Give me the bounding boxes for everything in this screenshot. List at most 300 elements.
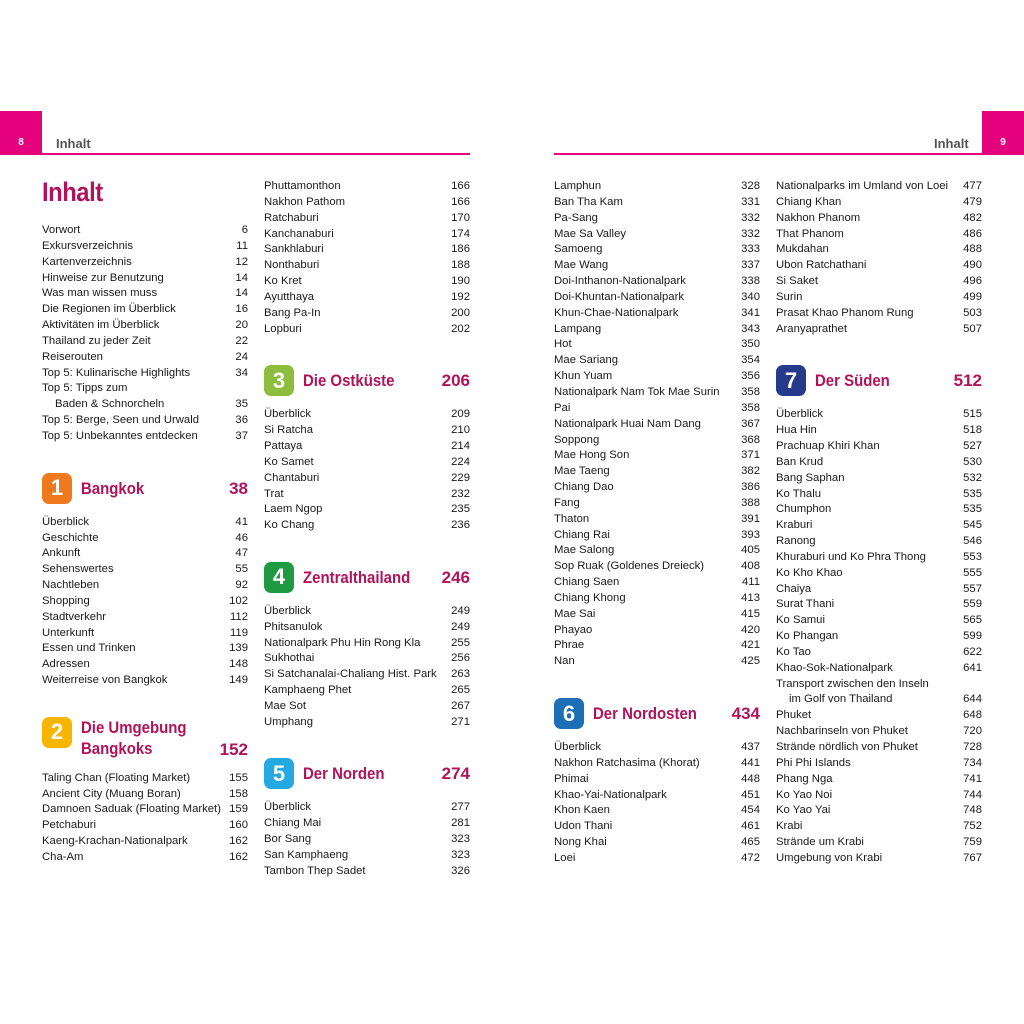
toc-entry <box>264 667 470 683</box>
toc-entry-title: Überblick <box>776 408 824 421</box>
toc-entry-page: 644 <box>963 693 982 706</box>
toc-entry <box>42 626 248 642</box>
toc-entry-title: Essen und Trinken <box>42 642 136 655</box>
toc-entry <box>42 834 248 850</box>
toc-entry-title: Top 5: Berge, Seen und Urwald <box>42 414 199 427</box>
toc-entry-title: Phimai <box>554 772 589 785</box>
toc-entry-page: 499 <box>963 290 982 303</box>
toc-entry-page: 341 <box>741 306 760 319</box>
toc-entry <box>776 179 982 195</box>
toc-entry-title: Kaeng-Krachan-Nationalpark <box>42 835 188 848</box>
toc-entry <box>776 582 982 598</box>
toc-entry-page: 527 <box>963 439 982 452</box>
toc-entry-page: 437 <box>741 741 760 753</box>
toc-entry <box>42 771 248 787</box>
toc-entry-title: Mae Wang <box>554 259 609 272</box>
toc-entry-page: 546 <box>963 535 982 548</box>
toc-entry <box>554 480 760 496</box>
toc-entry-title: Cha-Am <box>42 851 84 863</box>
toc-entry-page: 170 <box>451 211 470 224</box>
toc-entry-title: Ratchaburi <box>264 211 319 224</box>
toc-entry <box>776 423 982 439</box>
left-header-rule <box>0 153 470 155</box>
chapter-5-title: Der Norden <box>303 764 385 784</box>
toc-entry-title: Sop Ruak (Goldenes Dreieck) <box>554 560 705 573</box>
toc-entry-page: 35 <box>235 398 248 411</box>
right-page-number: 9 <box>1000 137 1006 148</box>
toc-entry <box>264 800 470 816</box>
toc-entry-page: 119 <box>229 626 248 639</box>
toc-entry <box>42 531 248 547</box>
toc-entry-page: 767 <box>963 851 982 864</box>
toc-column-1 <box>42 179 248 866</box>
toc-entry-title: Nachbarinseln von Phuket <box>776 725 908 738</box>
toc-entry-title: Nationalpark Nam Tok Mae Surin <box>554 385 720 398</box>
toc-entry-title: Überblick <box>264 408 312 421</box>
chapter-6-page: 434 <box>731 704 760 723</box>
toc-entry <box>264 423 470 439</box>
toc-entry <box>776 756 982 772</box>
toc-entry <box>554 803 760 819</box>
toc-entry <box>776 407 982 423</box>
toc-entry-title: Phayao <box>554 623 593 636</box>
toc-entry-title: Top 5: Kulinarische Highlights <box>42 366 191 379</box>
toc-entry-page: 102 <box>229 594 248 607</box>
toc-entry-title: Geschichte <box>42 531 99 544</box>
toc-entry-page: 553 <box>963 550 982 563</box>
toc-entry-title: Weiterreise von Bangkok <box>42 674 168 687</box>
toc-entry <box>776 851 982 867</box>
toc-entry-page: 507 <box>963 322 982 335</box>
toc-entry-page: 734 <box>963 756 982 769</box>
chapter-3-heading <box>264 365 470 396</box>
toc-entry-title: Umgebung von Krabi <box>776 851 883 864</box>
toc-entry-page: 490 <box>963 259 982 272</box>
toc-entry <box>554 819 760 835</box>
toc-entry-page: 371 <box>741 449 760 462</box>
toc-entry <box>42 802 248 818</box>
toc-entry-title: Lampang <box>554 322 602 335</box>
toc-entry <box>42 350 248 366</box>
toc-entry <box>554 756 760 772</box>
toc-entry <box>554 385 760 401</box>
toc-entry <box>776 322 982 338</box>
toc-entry <box>264 502 470 518</box>
toc-entry-page: 358 <box>741 401 760 414</box>
toc-entry-page: 530 <box>963 455 982 468</box>
toc-entry-page: 210 <box>451 424 470 437</box>
toc-entry-title: Khao-Sok-Nationalpark <box>776 661 893 674</box>
toc-entry-title: Kartenverzeichnis <box>42 255 132 268</box>
toc-entry <box>264 322 470 338</box>
chapter-3-title: Die Ostküste <box>303 371 395 391</box>
toc-entry-title: Mae Hong Son <box>554 449 630 462</box>
toc-entry-title: Thaton <box>554 512 590 525</box>
toc-entry-page: 448 <box>741 772 760 785</box>
toc-entry-page: 648 <box>963 709 982 722</box>
toc-entry-page: 518 <box>963 424 982 437</box>
toc-entry-page: 728 <box>963 741 982 753</box>
left-page-number-tab <box>0 111 42 154</box>
chapter-3-entries <box>264 407 470 534</box>
toc-entry-page: 386 <box>741 481 760 494</box>
toc-entry-page: 166 <box>451 180 470 192</box>
toc-entry-page: 503 <box>963 306 982 319</box>
toc-entry <box>264 832 470 848</box>
toc-entry-title: Adressen <box>42 658 90 671</box>
toc-entry-title: im Golf von Thailand <box>789 693 893 706</box>
toc-entry-page: 162 <box>229 851 248 863</box>
toc-entry <box>554 528 760 544</box>
toc-entry-page: 411 <box>741 576 760 589</box>
chapter-2-entries <box>42 771 248 866</box>
toc-entry-page: 356 <box>741 370 760 383</box>
toc-entry <box>264 471 470 487</box>
toc-entry <box>554 290 760 306</box>
toc-entry <box>554 464 760 480</box>
toc-entry-title: Loei <box>554 851 576 864</box>
chapter-6-entries <box>554 740 760 867</box>
toc-entry <box>554 322 760 338</box>
toc-entry <box>554 337 760 353</box>
toc-entry-title: Doi-Khuntan-Nationalpark <box>554 290 684 303</box>
toc-entry-page: 415 <box>741 607 760 620</box>
toc-entry-title: Hua Hin <box>776 424 817 437</box>
toc-entry-title: Ayutthaya <box>264 290 315 303</box>
toc-entry-title: Khun-Chae-Nationalpark <box>554 306 679 319</box>
toc-entry-title: Phrae <box>554 639 585 652</box>
toc-entry <box>264 699 470 715</box>
toc-entry-page: 496 <box>963 275 982 288</box>
toc-entry-page: 148 <box>229 658 248 671</box>
toc-entry-page: 37 <box>235 429 248 442</box>
toc-entry <box>776 242 982 258</box>
toc-entry-page: 482 <box>963 211 982 224</box>
toc-entry-title: Ko Chang <box>264 519 315 532</box>
toc-entry-title: Ko Phangan <box>776 630 839 643</box>
toc-entry-page: 112 <box>229 610 248 623</box>
toc-entry-title: Krabi <box>776 820 803 833</box>
toc-entry <box>776 258 982 274</box>
toc-entry <box>554 417 760 433</box>
toc-entry-title: Ban Tha Kam <box>554 195 623 208</box>
toc-entry-title: Khuraburi und Ko Phra Thong <box>776 550 926 563</box>
toc-entry-title: Ko Tao <box>776 645 811 658</box>
toc-entry-title: Phang Nga <box>776 772 833 785</box>
toc-entry-page: 36 <box>235 414 248 427</box>
toc-entry-page: 14 <box>235 271 248 284</box>
toc-entry-title: Nakhon Ratchasima (Khorat) <box>554 756 700 769</box>
toc-entry-title: Chumphon <box>776 503 832 516</box>
toc-entry-page: 192 <box>451 290 470 303</box>
toc-entry-page: 338 <box>741 275 760 288</box>
toc-entry <box>554 623 760 639</box>
toc-entry-page: 388 <box>741 496 760 509</box>
toc-entry <box>554 401 760 417</box>
toc-entry-page: 55 <box>235 563 248 576</box>
toc-entry-page: 188 <box>451 259 470 272</box>
toc-entry-title: Soppong <box>554 433 600 446</box>
toc-entry <box>554 654 760 670</box>
toc-entry-page: 249 <box>451 604 470 617</box>
toc-entry <box>554 496 760 512</box>
toc-entry <box>776 724 982 740</box>
toc-entry-page: 748 <box>963 804 982 817</box>
chapter-6-entries <box>776 179 982 337</box>
toc-entry-page: 326 <box>451 864 470 877</box>
toc-entry-title: Pa-Sang <box>554 211 598 224</box>
toc-entry-title: Khao-Yai-Nationalpark <box>554 788 667 801</box>
toc-entry-page: 599 <box>963 630 982 643</box>
toc-entry-title: Ban Krud <box>776 455 824 468</box>
toc-entry <box>264 620 470 636</box>
toc-entry-title: Aktivitäten im Überblick <box>42 319 160 332</box>
chapter-2-badge: 2 <box>42 717 72 748</box>
toc-entry <box>554 607 760 623</box>
toc-entry <box>776 835 982 851</box>
toc-column-2 <box>264 179 470 880</box>
toc-entry-title: Pattaya <box>264 439 303 452</box>
toc-entry-title: Pai <box>554 401 571 414</box>
toc-entry-title: Ko Samui <box>776 614 825 627</box>
toc-entry-title: Ko Yao Yai <box>776 804 831 817</box>
toc-entry-page: 24 <box>235 350 248 363</box>
toc-entry <box>776 788 982 804</box>
toc-entry-page: 155 <box>229 771 248 784</box>
toc-entry-page: 343 <box>741 322 760 335</box>
toc-entry <box>42 223 248 239</box>
toc-entry <box>776 613 982 629</box>
toc-entry <box>42 334 248 350</box>
toc-entry-title: Surin <box>776 290 803 303</box>
toc-entry-page: 465 <box>741 836 760 849</box>
toc-entry-page: 557 <box>963 582 982 595</box>
chapter-2-page: 152 <box>219 739 248 759</box>
toc-entry-page: 391 <box>741 512 760 525</box>
toc-entry-page: 545 <box>963 519 982 532</box>
intro-list <box>42 223 248 445</box>
toc-entry-page: 263 <box>451 668 470 681</box>
toc-entry-page: 186 <box>451 243 470 256</box>
toc-entry-title: Überblick <box>554 741 602 753</box>
toc-entry <box>42 271 248 287</box>
toc-entry <box>554 306 760 322</box>
toc-entry <box>776 487 982 503</box>
toc-entry-page: 265 <box>451 684 470 697</box>
toc-entry-title: Ko Thalu <box>776 487 822 500</box>
toc-entry <box>554 788 760 804</box>
toc-entry-page: 559 <box>963 598 982 611</box>
toc-entry <box>264 227 470 243</box>
toc-entry-title: Si Satchanalai-Chaliang Hist. Park <box>264 668 437 681</box>
toc-entry <box>42 546 248 562</box>
toc-entry-title: Chiang Dao <box>554 481 614 494</box>
toc-entry-page: 162 <box>229 835 248 848</box>
toc-entry-page: 408 <box>741 560 760 573</box>
toc-entry <box>42 562 248 578</box>
toc-entry-title: Ubon Ratchathani <box>776 259 867 272</box>
toc-entry <box>554 772 760 788</box>
toc-entry-page: 200 <box>451 306 470 319</box>
toc-entry <box>776 471 982 487</box>
toc-entry-title: Khon Kaen <box>554 804 610 817</box>
toc-entry-page: 249 <box>451 620 470 633</box>
chapter-7-title: Der Süden <box>815 371 890 391</box>
toc-entry-title: Was man wissen muss <box>42 287 158 300</box>
toc-entry <box>554 242 760 258</box>
toc-entry-page: 622 <box>963 645 982 658</box>
toc-entry <box>264 407 470 423</box>
toc-entry <box>554 211 760 227</box>
toc-entry-title: Nationalparks im Umland von Loei <box>776 180 949 192</box>
toc-entry <box>554 274 760 290</box>
toc-entry-title: Chiang Khan <box>776 195 842 208</box>
toc-entry <box>42 239 248 255</box>
toc-entry-page: 382 <box>741 465 760 478</box>
toc-entry-title: Phuket <box>776 709 812 722</box>
toc-entry <box>42 641 248 657</box>
toc-entry <box>776 211 982 227</box>
toc-entry <box>264 455 470 471</box>
toc-entry-title: Nationalpark Huai Nam Dang <box>554 417 701 430</box>
toc-entry-title: Ko Kret <box>264 275 302 288</box>
toc-entry-page: 236 <box>451 519 470 532</box>
toc-entry <box>264 848 470 864</box>
toc-entry-title: Mae Salong <box>554 544 615 557</box>
toc-entry <box>776 677 982 693</box>
toc-entry-title: Top 5: Tipps zum <box>42 382 128 395</box>
toc-entry-page: 441 <box>741 756 760 769</box>
toc-entry <box>42 366 248 382</box>
toc-entry-title: Stadtverkehr <box>42 610 107 623</box>
toc-entry <box>554 835 760 851</box>
toc-entry-title: Überblick <box>264 801 312 814</box>
toc-entry-page: 159 <box>229 803 248 816</box>
page-title: Inhalt <box>42 177 103 207</box>
toc-entry <box>42 578 248 594</box>
toc-entry-page: 367 <box>741 417 760 430</box>
chapter-2-heading <box>42 717 248 760</box>
toc-entry-page: 255 <box>451 636 470 649</box>
toc-entry-title: Mae Sot <box>264 699 307 712</box>
toc-entry-title: Vorwort <box>42 224 81 236</box>
toc-entry-title: Doi-Inthanon-Nationalpark <box>554 275 686 288</box>
toc-entry-page: 477 <box>963 180 982 192</box>
toc-entry-title: Chantaburi <box>264 471 320 484</box>
toc-entry <box>554 353 760 369</box>
toc-entry <box>42 413 248 429</box>
toc-entry <box>776 597 982 613</box>
toc-entry-title: Hot <box>554 338 572 351</box>
toc-entry-page: 6 <box>241 224 248 236</box>
toc-entry-title: Bor Sang <box>264 833 312 846</box>
toc-entry-page: 229 <box>451 471 470 484</box>
toc-entry-title: Bang Pa-In <box>264 306 321 319</box>
toc-entry <box>776 772 982 788</box>
toc-column-3 <box>554 179 760 867</box>
toc-entry <box>776 819 982 835</box>
toc-entry <box>776 708 982 724</box>
toc-entry-page: 421 <box>741 639 760 652</box>
toc-entry-page: 166 <box>451 195 470 208</box>
toc-entry-page: 332 <box>741 227 760 240</box>
toc-entry-title: Mukdahan <box>776 243 829 256</box>
toc-entry <box>554 433 760 449</box>
toc-entry-title: Samoeng <box>554 243 603 256</box>
chapter-1-title: Bangkok <box>81 478 145 498</box>
toc-entry <box>776 439 982 455</box>
toc-entry <box>554 369 760 385</box>
toc-entry-page: 565 <box>963 614 982 627</box>
toc-entry <box>776 566 982 582</box>
chapter-7-badge: 7 <box>776 365 806 396</box>
toc-entry-page: 174 <box>451 227 470 240</box>
toc-entry-page: 281 <box>451 817 470 830</box>
toc-entry-page: 486 <box>963 227 982 240</box>
toc-entry-title: Mae Sa Valley <box>554 227 627 240</box>
toc-entry-page: 323 <box>451 833 470 846</box>
toc-entry-page: 328 <box>741 180 760 192</box>
toc-entry <box>42 381 248 397</box>
right-page-number-tab <box>982 111 1024 154</box>
toc-entry-title: Chaiya <box>776 582 812 595</box>
chapter-7-page: 512 <box>953 371 982 391</box>
toc-entry-title: Nan <box>554 655 575 668</box>
toc-entry <box>776 306 982 322</box>
toc-entry-title: Taling Chan (Floating Market) <box>42 771 191 784</box>
toc-entry-page: 323 <box>451 849 470 861</box>
chapter-1-badge: 1 <box>42 473 72 504</box>
toc-entry-title: Ko Yao Noi <box>776 788 833 801</box>
toc-entry-page: 368 <box>741 433 760 446</box>
toc-entry <box>264 306 470 322</box>
toc-entry <box>554 575 760 591</box>
toc-entry-page: 92 <box>235 579 248 592</box>
toc-entry-title: Chiang Saen <box>554 576 620 589</box>
toc-entry <box>554 258 760 274</box>
toc-entry-page: 277 <box>451 801 470 814</box>
toc-entry <box>776 227 982 243</box>
toc-entry-title: Thailand zu jeder Zeit <box>42 334 151 347</box>
chapter-4-page: 246 <box>441 567 470 587</box>
toc-entry-page: 267 <box>451 699 470 712</box>
toc-entry-page: 160 <box>229 819 248 832</box>
toc-entry-title: Shopping <box>42 594 90 607</box>
toc-entry-title: Lamphun <box>554 180 602 192</box>
toc-entry <box>776 550 982 566</box>
toc-entry <box>264 211 470 227</box>
toc-entry-page: 22 <box>235 334 248 347</box>
chapter-2-title <box>81 717 187 759</box>
toc-entry-page: 190 <box>451 275 470 288</box>
toc-entry-title: Tambon Thep Sadet <box>264 864 366 877</box>
toc-entry-page: 149 <box>229 674 248 687</box>
chapter-5-entries <box>264 800 470 879</box>
toc-entry-page: 515 <box>963 408 982 421</box>
toc-entry <box>264 715 470 731</box>
chapter-5-badge: 5 <box>264 758 294 789</box>
toc-entry-page: 41 <box>235 515 248 528</box>
toc-entry <box>42 286 248 302</box>
toc-entry-page: 256 <box>451 652 470 665</box>
toc-entry <box>554 591 760 607</box>
toc-entry-page: 139 <box>229 642 248 655</box>
toc-entry-title: Mae Sai <box>554 607 596 620</box>
toc-entry-page: 340 <box>741 290 760 303</box>
toc-entry <box>42 850 248 866</box>
toc-entry-page: 555 <box>963 566 982 579</box>
toc-entry-page: 271 <box>451 715 470 728</box>
